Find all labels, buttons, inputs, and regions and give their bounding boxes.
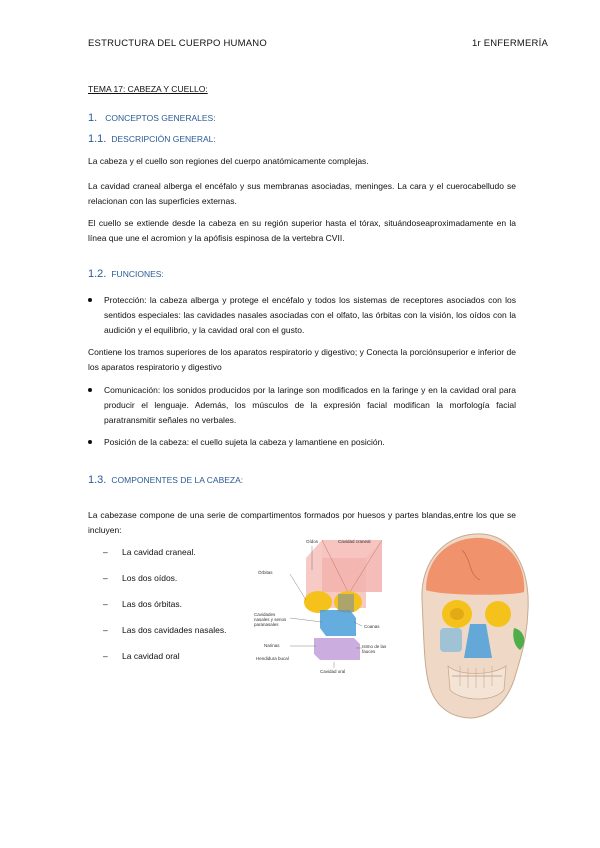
list-item: Las dos órbitas.: [122, 599, 183, 609]
list-item: La cavidad oral: [122, 651, 180, 661]
paragraph-1: La cabeza y el cuello son regiones del cuerpo anatómicamente complejas.: [88, 156, 369, 166]
bullet-3-dot: [88, 440, 92, 444]
oral-cavity-shape: [314, 638, 360, 660]
label-istmo: Istmo de las fauces: [362, 644, 387, 654]
section-1-3-heading: [88, 474, 243, 486]
list-item: Los dos oídos.: [122, 573, 178, 583]
header-right: 1r ENFERMERÍA: [472, 38, 548, 49]
bullet-1-text: Protección: la cabeza alberga y protege el encéfalo y todos los sistemas de receptores asociados con los sentidos especiales: las cavidades nasales asociadas con el olfato, las órbitas con la visión, los oídos con la audición y el equilibrio, y la cavidad oral con el gusto.: [104, 295, 516, 335]
compartments-diagram: [250, 530, 398, 680]
list-item: La cavidad craneal.: [122, 547, 196, 557]
bullet-2-dot: [88, 388, 92, 392]
section-1-1-title: DESCRIPCIÓN GENERAL:: [111, 134, 216, 144]
list-dash: –: [103, 625, 108, 635]
tema-title: TEMA 17: CABEZA Y CUELLO:: [88, 84, 208, 94]
section-1-3-title: COMPONENTES DE LA CABEZA:: [111, 475, 244, 485]
section-1-3-number: 1.3.: [88, 474, 107, 486]
label-cavidad-craneal: Cavidad craneal: [338, 539, 371, 544]
header-left: ESTRUCTURA DEL CUERPO HUMANO: [88, 38, 267, 49]
label-cavidad-oral: Cavidad oral: [320, 669, 346, 674]
section-1-1-heading: [88, 133, 216, 145]
skull-sinus-shape: [440, 628, 462, 652]
skull-svg: [402, 530, 532, 720]
orbit-shape-left: [304, 591, 332, 613]
bullet-2-text: Comunicación: los sonidos producidos por la laringe son modificados en la faringe y en la cavidad oral para producir el lenguaje. Además, los músculos de la expresión facial modifican la morfología facial paratransmitir señales no verbales.: [104, 385, 516, 425]
paragraph-5: La cabezase compone de una serie de compartimentos formados por huesos y partes blandas,entre los que se incluyen:: [88, 510, 516, 535]
label-oidos: Oídos: [306, 539, 319, 544]
bullet-1-dot: [88, 298, 92, 302]
section-1-1-number: 1.1.: [88, 133, 107, 145]
skull-illustration: [402, 530, 532, 720]
section-1-number: 1.: [88, 112, 98, 124]
bullet-3-text: Posición de la cabeza: el cuello sujeta la cabeza y lamantiene en posición.: [104, 437, 385, 447]
label-orbitas: Órbitas: [258, 570, 273, 575]
nasal-cavity-shape: [320, 610, 356, 636]
list-dash: –: [103, 547, 108, 557]
section-1-heading: [88, 112, 216, 124]
skull-orbit-right: [485, 601, 511, 627]
section-1-2-heading: [88, 268, 164, 280]
label-coanas: Coanas: [364, 624, 380, 629]
list-dash: –: [103, 651, 108, 661]
section-1-2-number: 1.2.: [88, 268, 107, 280]
label-hendidura-bucal: Hendidura bucal: [256, 656, 289, 661]
sinus-shape: [338, 594, 354, 612]
paragraph-2: La cavidad craneal alberga el encéfalo y sus membranas asociadas, meninges. La cara y el cuerocabelludo se relacionan con las superficies externas.: [88, 181, 516, 206]
label-narinas: Narinas: [264, 643, 280, 648]
list-item: Las dos cavidades nasales.: [122, 625, 227, 635]
list-dash: –: [103, 573, 108, 583]
list-dash: –: [103, 599, 108, 609]
paragraph-3: El cuello se extiende desde la cabeza en su región superior hasta el tórax, situándoseaproximadamente en la línea que une el acromion y la apófisis espinosa de la vertebra CVII.: [88, 218, 516, 243]
section-1-2-title: FUNCIONES:: [111, 269, 164, 279]
section-1-title: CONCEPTOS GENERALES:: [105, 113, 216, 123]
paragraph-4: Contiene los tramos superiores de los aparatos respiratorio y digestivo; y Conecta la porciónsuperior e inferior de los aparatos respiratorio y digestivo: [88, 347, 516, 372]
label-cavidades-nasales: Cavidades nasales y senos paranasales: [254, 612, 287, 627]
